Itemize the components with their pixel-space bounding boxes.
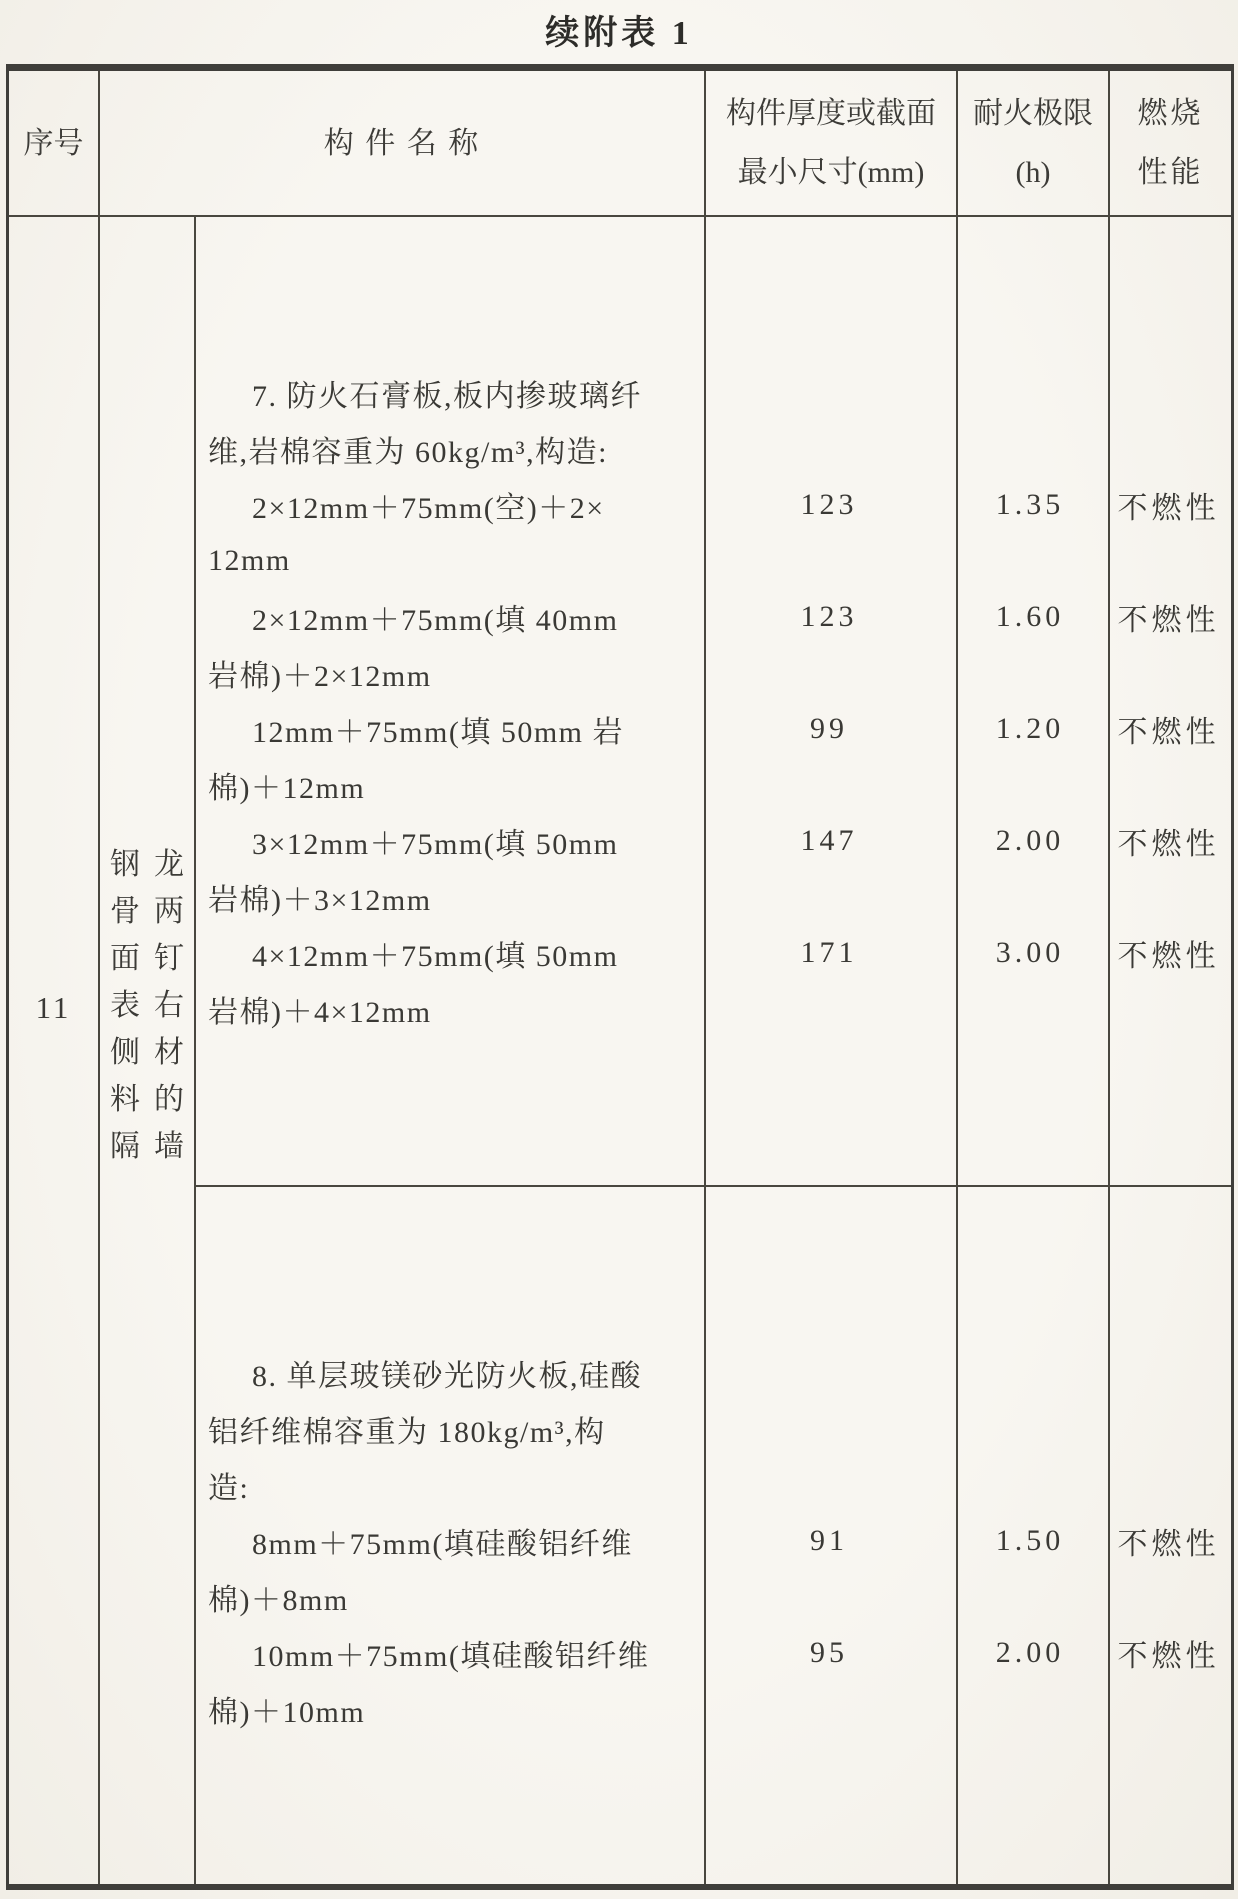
spec-text: 7. 防火石膏板,板内掺玻璃纤 <box>252 380 642 413</box>
spec-text: 8. 单层玻镁砂光防火板,硅酸 <box>252 1360 642 1393</box>
page-title: 续附表 1 <box>545 15 693 52</box>
component-name-row: 侧材 <box>110 1035 198 1069</box>
header-serial <box>9 71 98 215</box>
fire-limit-value: 1.35 <box>995 488 1065 521</box>
table-row <box>196 813 1231 869</box>
header-component-name-label: 构 件 名 称 <box>323 126 481 160</box>
combustion-value: 不燃性 <box>1117 716 1220 749</box>
combustion-value: 不燃性 <box>1117 828 1220 861</box>
spec-text: 12mm＋75mm(填 50mm 岩 <box>252 716 624 749</box>
component-name-row: 面钉 <box>110 941 198 975</box>
table-row <box>196 533 1231 589</box>
fire-limit-value: 3.00 <box>995 936 1065 969</box>
table-row <box>196 925 1231 981</box>
serial-number: 11 <box>35 990 72 1025</box>
combustion-value: 不燃性 <box>1117 604 1220 637</box>
spec-text: 2×12mm＋75mm(填 40mm <box>252 604 619 637</box>
component-name-cell <box>100 217 198 1885</box>
table-row <box>196 477 1231 533</box>
thickness-value: 171 <box>800 936 858 969</box>
spec-text: 棉)＋12mm <box>208 772 366 805</box>
table-row <box>196 869 1231 925</box>
header-thickness <box>706 71 956 215</box>
header-combustion <box>1110 71 1231 215</box>
table-row <box>196 701 1231 757</box>
spec-text: 岩棉)＋3×12mm <box>208 884 432 917</box>
table-row <box>196 589 1231 645</box>
spec-text: 4×12mm＋75mm(填 50mm <box>252 940 619 973</box>
spec-text: 岩棉)＋4×12mm <box>208 996 432 1029</box>
header-component-name <box>100 71 704 215</box>
thickness-value: 91 <box>810 1524 848 1557</box>
header-serial-label: 序号 <box>23 126 84 160</box>
table-row <box>196 1513 1231 1569</box>
spec-text: 12mm <box>208 544 291 577</box>
thickness-value: 147 <box>800 824 858 857</box>
header-fire-limit-line1: 耐火极限 <box>973 97 1093 130</box>
section-8-block <box>196 1187 1231 1885</box>
fire-limit-value: 1.50 <box>995 1524 1065 1557</box>
table-row <box>196 757 1231 813</box>
table-row <box>196 1401 1231 1457</box>
table-row <box>196 421 1231 477</box>
table-row <box>196 645 1231 701</box>
spec-text: 棉)＋10mm <box>208 1696 366 1729</box>
section-7-block <box>196 217 1231 1183</box>
header-combustion-line2: 性能 <box>1137 156 1204 189</box>
fire-resistance-table <box>6 64 1234 1890</box>
thickness-value: 123 <box>800 488 858 521</box>
component-name-row: 钢龙 <box>110 847 198 881</box>
fire-limit-value: 1.60 <box>995 600 1065 633</box>
spec-text: 造: <box>208 1472 250 1505</box>
combustion-value: 不燃性 <box>1117 1640 1220 1673</box>
table-row <box>196 981 1231 1037</box>
header-thickness-line2: 最小尺寸(mm) <box>737 156 925 189</box>
component-name-row: 骨两 <box>110 894 198 928</box>
spec-text: 棉)＋8mm <box>208 1584 349 1617</box>
spec-text: 3×12mm＋75mm(填 50mm <box>252 828 619 861</box>
component-name-row: 表右 <box>110 988 198 1022</box>
table-row <box>196 1457 1231 1513</box>
fire-limit-value: 2.00 <box>995 1636 1065 1669</box>
spec-text: 10mm＋75mm(填硅酸铝纤维 <box>252 1640 650 1673</box>
table-row <box>196 1345 1231 1401</box>
spec-text: 8mm＋75mm(填硅酸铝纤维 <box>252 1528 633 1561</box>
table-row <box>196 365 1231 421</box>
thickness-value: 123 <box>800 600 858 633</box>
table-row <box>196 1681 1231 1737</box>
fire-limit-value: 2.00 <box>995 824 1065 857</box>
header-fire-limit <box>958 71 1108 215</box>
spec-text: 维,岩棉容重为 60kg/m³,构造: <box>208 436 608 469</box>
table-row <box>196 1625 1231 1681</box>
fire-limit-value: 1.20 <box>995 712 1065 745</box>
thickness-value: 99 <box>810 712 848 745</box>
serial-cell <box>9 217 98 1885</box>
component-name-row: 隔墙 <box>110 1129 198 1163</box>
combustion-value: 不燃性 <box>1117 940 1220 973</box>
spec-text: 岩棉)＋2×12mm <box>208 660 432 693</box>
thickness-value: 95 <box>810 1636 848 1669</box>
component-name-row: 料的 <box>110 1082 198 1116</box>
combustion-value: 不燃性 <box>1117 492 1220 525</box>
header-thickness-line1: 构件厚度或截面 <box>726 97 936 130</box>
combustion-value: 不燃性 <box>1117 1528 1220 1561</box>
header-fire-limit-line2: (h) <box>1015 156 1051 189</box>
spec-text: 铝纤维棉容重为 180kg/m³,构 <box>208 1416 606 1449</box>
table-row <box>196 1569 1231 1625</box>
spec-text: 2×12mm＋75mm(空)＋2× <box>252 492 605 525</box>
header-combustion-line1: 燃烧 <box>1137 97 1204 130</box>
component-name-vertical-text <box>110 841 198 1170</box>
